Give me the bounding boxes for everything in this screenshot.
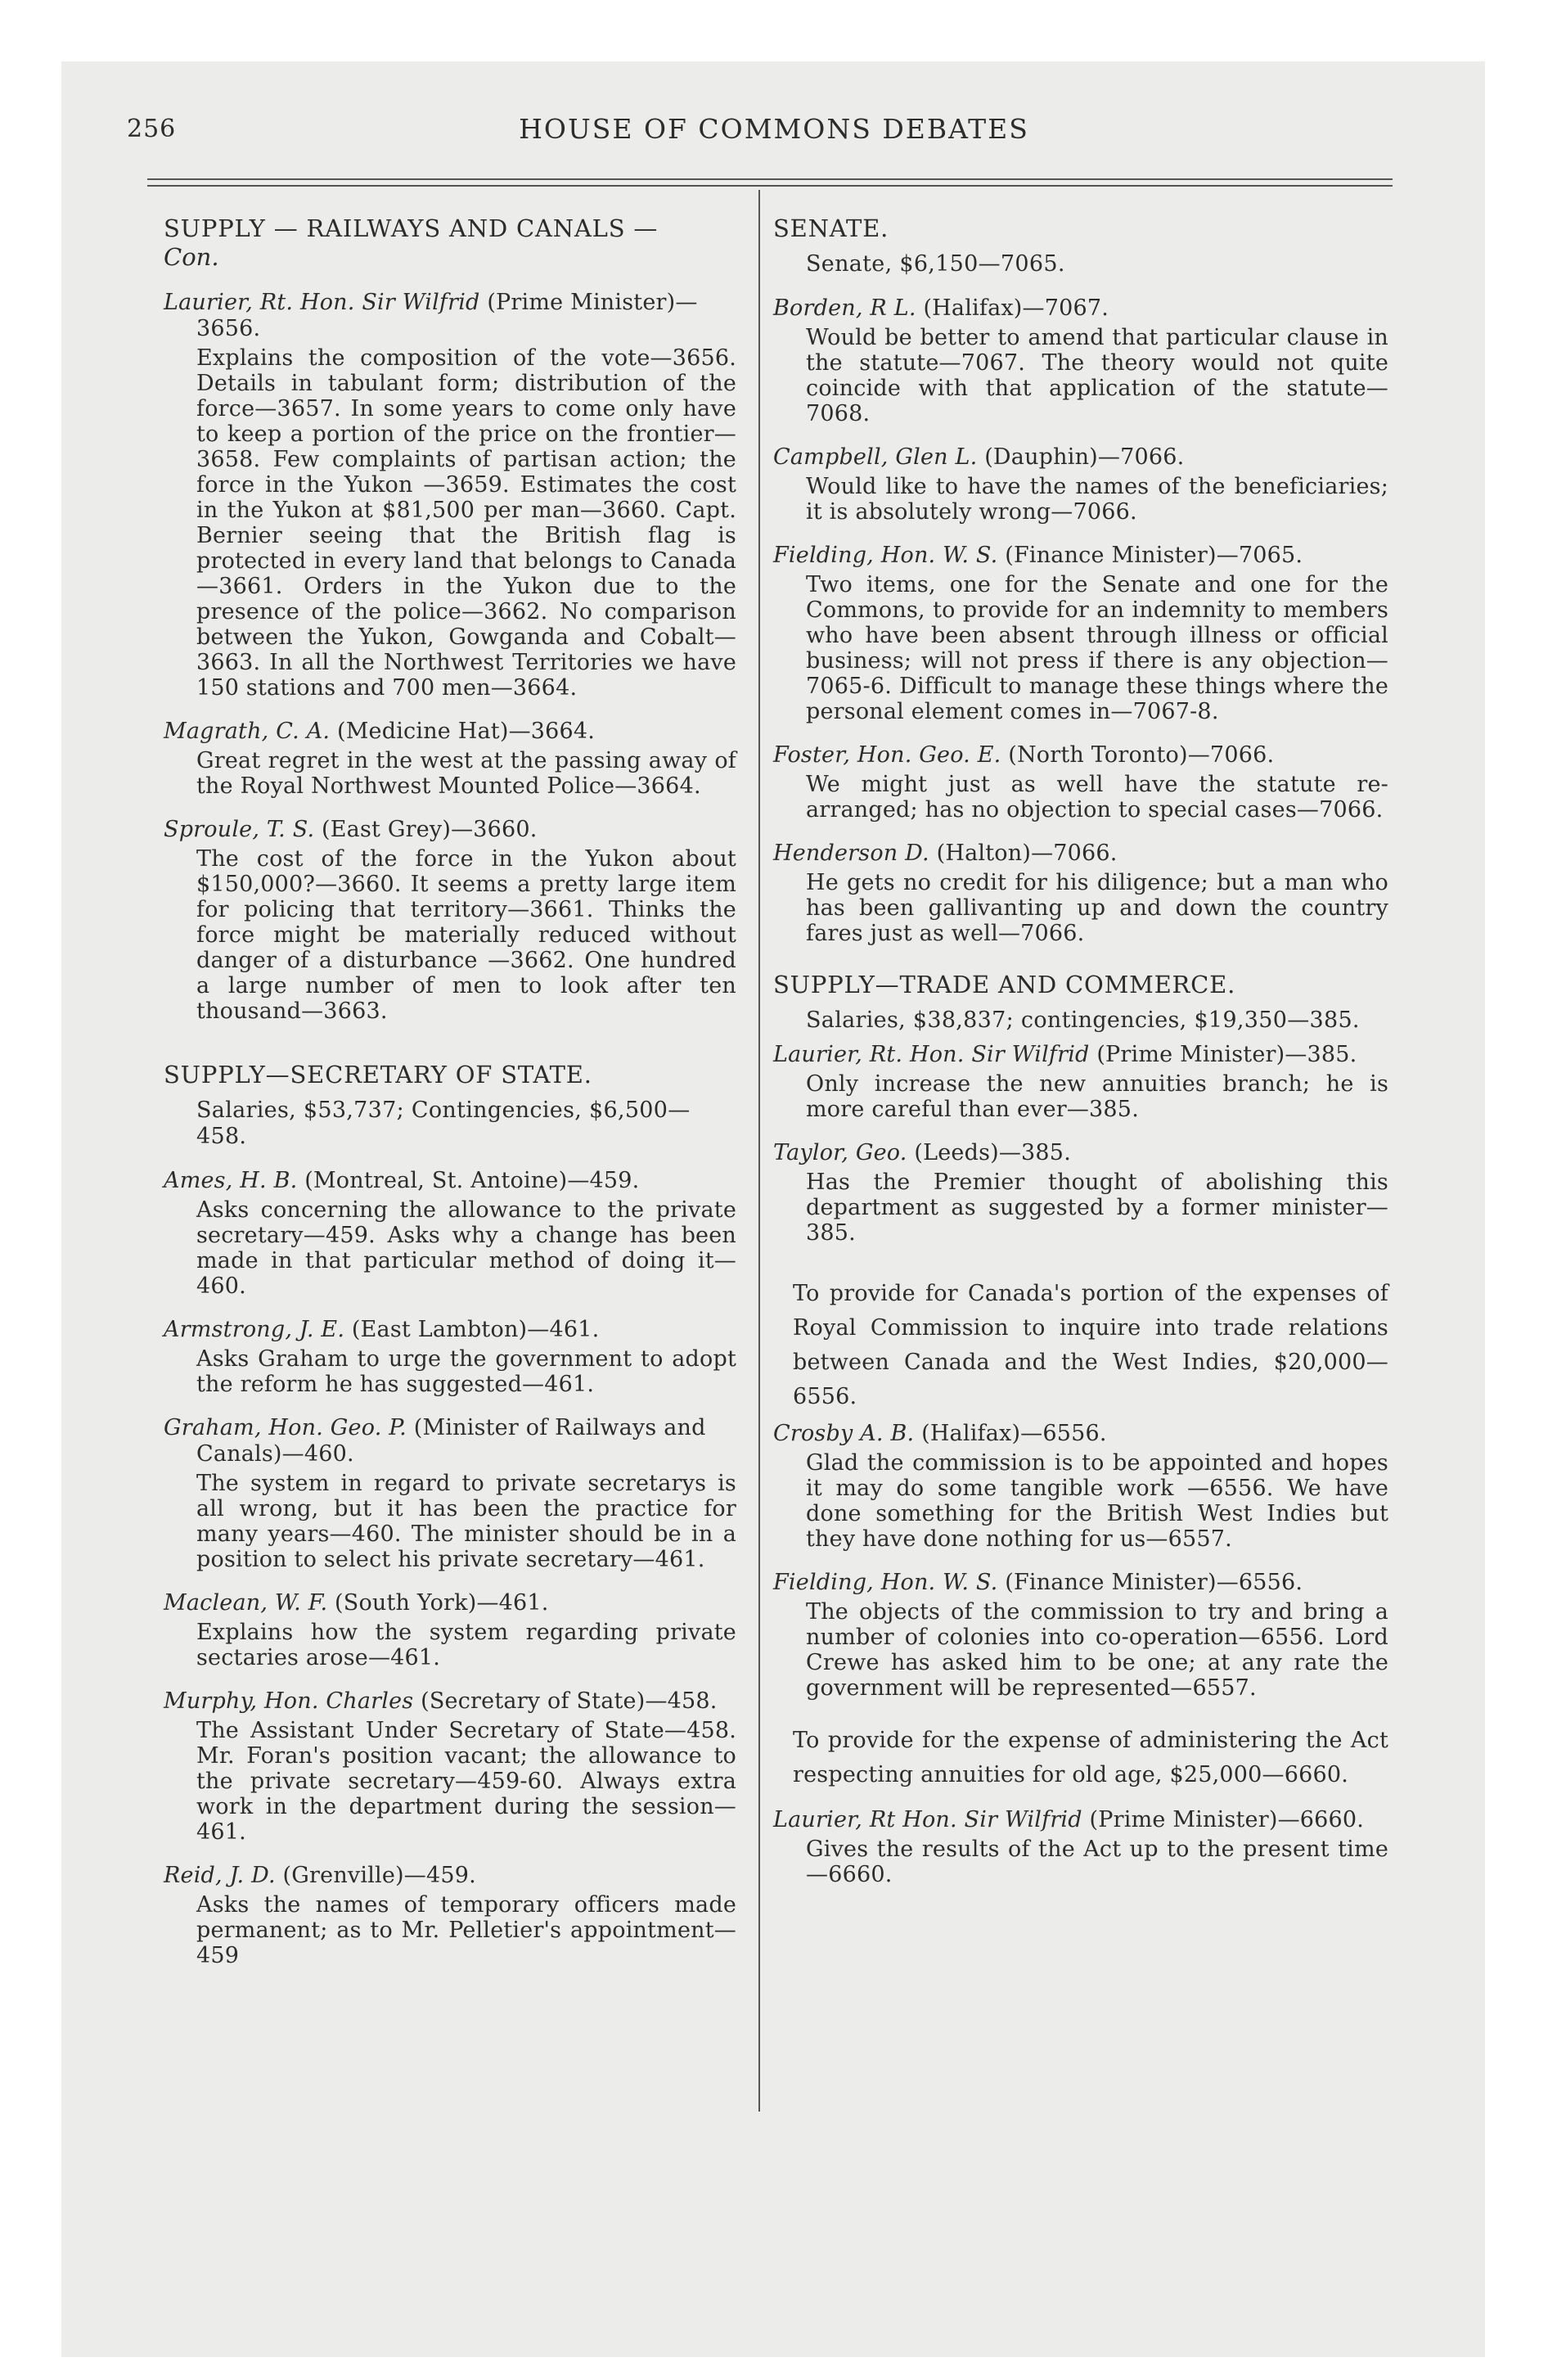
speaker-name: Henderson D. <box>773 841 929 866</box>
speaker-entry <box>164 290 736 342</box>
speaker-entry <box>773 1421 1388 1447</box>
entry-text: Has the Premier thought of abolishing this department as suggested by a former minister—385. <box>806 1170 1388 1246</box>
speaker-entry <box>164 719 736 745</box>
section-heading-railways <box>164 214 736 272</box>
speaker-name: Crosby A. B. <box>773 1421 915 1446</box>
entry-text: Gives the results of the Act up to the present time—6660. <box>806 1837 1388 1887</box>
speaker-entry <box>773 1042 1388 1068</box>
speaker-name: Ames, H. B. <box>164 1168 298 1193</box>
right-column <box>773 214 1388 1887</box>
entry-text: Would be better to amend that particular clause in the statute—7067. The theory would not quite coincide with that application of the statute—7068. <box>806 325 1388 426</box>
section-summary: Salaries, $53,737; Contingencies, $6,500—458. <box>196 1098 691 1149</box>
speaker-entry <box>773 444 1388 471</box>
speaker-name: Sproule, T. S. <box>164 817 315 842</box>
entry-text: Only increase the new annuities branch; he is more careful than ever—385. <box>806 1071 1388 1122</box>
entry-text: The system in regard to private secretarys is all wrong, but it has been the practice for many years—460. The minister should be in a position to select his private secretary—461. <box>196 1471 736 1572</box>
speaker-entry <box>164 1590 736 1616</box>
speaker-entry <box>164 1415 736 1467</box>
provision-paragraph: To provide for the expense of administering the Act respecting annuities for old age, $25,000—6660. <box>793 1728 1388 1787</box>
speaker-name: Laurier, Rt. Hon. Sir Wilfrid <box>164 290 480 315</box>
entry-text: The cost of the force in the Yukon about $150,000?—3660. It seems a pretty large item for policing that territory—3661. Thinks the force might be materially reduced without danger of a disturbance —3662. One hundred a large number of men to look after ten thousand—3663. <box>196 846 736 1024</box>
entry-text: Asks Graham to urge the government to adopt the reform he has suggested—461. <box>196 1346 736 1397</box>
speaker-name: Laurier, Rt Hon. Sir Wilfrid <box>773 1807 1082 1832</box>
speaker-name: Foster, Hon. Geo. E. <box>773 742 1001 768</box>
speaker-ref: (Prime Minister)—3656. <box>196 290 698 341</box>
section-heading-trade-and-commerce: SUPPLY—TRADE AND COMMERCE. <box>773 971 1236 998</box>
speaker-ref: (Dauphin)—7066. <box>977 444 1185 470</box>
continued-label: Con. <box>164 243 219 271</box>
speaker-ref: (Grenville)—459. <box>275 1863 476 1888</box>
entry-text: We might just as well have the statute re-arranged; has no objection to special cases—7066. <box>806 772 1388 823</box>
provision-paragraph: To provide for Canada's portion of the expenses of Royal Commission to inquire into trade relations between Canada and the West Indies, $20,000—6556. <box>793 1281 1388 1409</box>
speaker-name: Maclean, W. F. <box>164 1590 328 1616</box>
entry-text: The Assistant Under Secretary of State—458. Mr. Foran's position vacant; the allowance to the private secretary—459-60. Always extra work in the department during the session—461. <box>196 1718 736 1845</box>
speaker-entry <box>773 1807 1388 1833</box>
speaker-ref: (Medicine Hat)—3664. <box>330 719 596 744</box>
speaker-ref: (East Lambton)—461. <box>344 1317 600 1342</box>
speaker-name: Graham, Hon. Geo. P. <box>164 1415 407 1440</box>
speaker-name: Reid, J. D. <box>164 1863 276 1888</box>
speaker-entry <box>773 841 1388 867</box>
left-column <box>164 214 736 1968</box>
speaker-ref: (Montreal, St. Antoine)—459. <box>297 1168 640 1193</box>
speaker-ref: (Halifax)—6556. <box>914 1421 1107 1446</box>
speaker-name: Murphy, Hon. Charles <box>164 1688 414 1714</box>
section-heading-senate: SENATE. <box>773 214 889 242</box>
section-summary: Senate, $6,150—7065. <box>806 251 1065 277</box>
column-divider <box>758 190 760 2112</box>
entry-text: Explains how the system regarding private sectaries arose—461. <box>196 1620 736 1670</box>
section-heading-secretary-of-state: SUPPLY—SECRETARY OF STATE. <box>164 1061 592 1089</box>
speaker-entry <box>773 295 1388 322</box>
section-title: SUPPLY — RAILWAYS AND CANALS — <box>164 214 659 242</box>
entry-text: Asks the names of temporary officers made permanent; as to Mr. Pelletier's appointment—459 <box>196 1892 736 1968</box>
entry-text: Great regret in the west at the passing away of the Royal Northwest Mounted Police—3664. <box>196 748 736 799</box>
speaker-name: Fielding, Hon. W. S. <box>773 1570 998 1595</box>
speaker-name: Campbell, Glen L. <box>773 444 978 470</box>
speaker-name: Fielding, Hon. W. S. <box>773 543 998 568</box>
speaker-entry <box>773 1140 1388 1166</box>
speaker-entry <box>773 543 1388 569</box>
speaker-entry <box>164 1688 736 1715</box>
speaker-ref: (Halifax)—7067. <box>916 295 1109 321</box>
header-rule-bottom <box>147 185 1393 187</box>
speaker-ref: (North Toronto)—7066. <box>1001 742 1275 768</box>
speaker-ref: (Finance Minister)—6556. <box>997 1570 1303 1595</box>
speaker-entry <box>164 1168 736 1194</box>
speaker-name: Borden, R L. <box>773 295 916 321</box>
speaker-entry <box>164 1863 736 1889</box>
speaker-name: Magrath, C. A. <box>164 719 331 744</box>
speaker-ref: (Halton)—7066. <box>929 841 1118 866</box>
entry-text: The objects of the commission to try and bring a number of colonies into co-operation—6556. Lord Crewe has asked him to be one; at any rate the government will be represented—6557. <box>806 1599 1388 1701</box>
speaker-entry <box>164 1317 736 1343</box>
entry-text: Would like to have the names of the beneficiaries; it is absolutely wrong—7066. <box>806 474 1388 525</box>
speaker-ref: (Secretary of State)—458. <box>413 1688 718 1714</box>
speaker-ref: (Prime Minister)—6660. <box>1082 1807 1365 1832</box>
page-number: 256 <box>127 115 177 143</box>
entry-text: Glad the commission is to be appointed and hopes it may do some tangible work —6556. We have done something for the British West Indies but they have done nothing for us—6557. <box>806 1450 1388 1552</box>
entry-text: Asks concerning the allowance to the private secretary—459. Asks why a change has been made in that particular method of doing it—460. <box>196 1197 736 1299</box>
speaker-ref: (Finance Minister)—7065. <box>997 543 1303 568</box>
speaker-entry <box>773 1570 1388 1596</box>
speaker-ref: (Prime Minister)—385. <box>1089 1042 1357 1067</box>
speaker-entry <box>773 742 1388 769</box>
speaker-ref: (East Grey)—3660. <box>314 817 538 842</box>
running-head: HOUSE OF COMMONS DEBATES <box>519 113 1029 145</box>
header-rule-top <box>147 178 1393 180</box>
speaker-entry <box>164 817 736 843</box>
entry-text: He gets no credit for his diligence; but a man who has been gallivanting up and down the country fares just as well—7066. <box>806 870 1388 946</box>
speaker-name: Armstrong, J. E. <box>164 1317 345 1342</box>
speaker-ref: (South York)—461. <box>327 1590 549 1616</box>
section-summary: Salaries, $38,837; contingencies, $19,350—385. <box>806 1007 1360 1033</box>
speaker-name: Taylor, Geo. <box>773 1140 907 1165</box>
speaker-ref: (Minister of Railways and Canals)—460. <box>196 1415 706 1467</box>
entry-text: Two items, one for the Senate and one for the Commons, to provide for an indemnity to members who have been absent through illness or official business; will not press if there is any objection—7065-6. Difficult to manage these things where the personal element comes in—7067-8. <box>806 572 1388 724</box>
entry-text: Explains the composition of the vote—3656. Details in tabulant form; distribution of the force—3657. In some years to come only have to keep a portion of the price on the frontier—3658. Few complaints of partisan action; the force in the Yukon —3659. Estimates the cost in the Yukon at $81,500 per man—3660. Capt. Bernier seeing that the British flag is protected in every land that belongs to Canada—3661. Orders in the Yukon due to the presence of the police—3662. No comparison between the Yukon, Gowganda and Cobalt—3663. In all the Northwest Territories we have 150 stations and 700 men—3664. <box>196 345 736 701</box>
speaker-name: Laurier, Rt. Hon. Sir Wilfrid <box>773 1042 1090 1067</box>
speaker-ref: (Leeds)—385. <box>907 1140 1071 1165</box>
